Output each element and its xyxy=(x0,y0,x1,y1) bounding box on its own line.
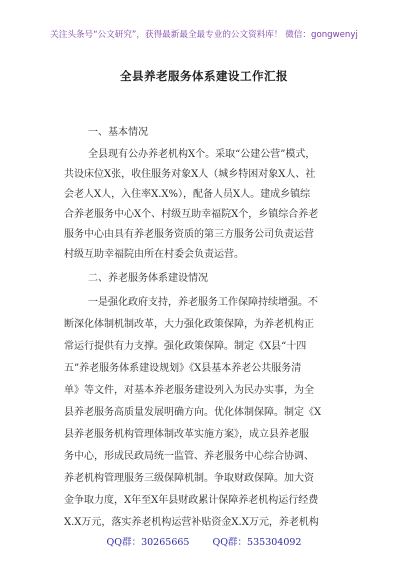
body-line: 共设床位X张，收住服务对象X人（城乡特困对象X人、社 xyxy=(64,169,316,180)
body-line: 县养老服务机构管理体制改革实施方案》，成立县养老服 xyxy=(64,429,309,440)
body-line: 养老机构管理服务三级保障机制。争取财政保障。加大资 xyxy=(64,473,314,484)
body-line: 合养老服务中心X个、村级互助幸福院X个，乡镇综合养老 xyxy=(64,209,319,220)
body-line: 务中心，形成民政局统一监管、养老服务中心综合协调、 xyxy=(64,451,314,462)
body-line: 服务中心由具有养老服务资质的第三方服务公司负责运营 xyxy=(64,229,314,240)
body-line: 会老人X人，入住率X.X%），配备人员X人。建成乡镇综 xyxy=(64,189,311,200)
body-line: 县养老服务高质量发展明确方向。优化体制保障。制定《X xyxy=(64,407,322,418)
footer xyxy=(0,534,408,548)
body-line: 五”养老服务体系建设规划》《X县基本养老公共服务清 xyxy=(64,363,302,374)
body-line: 常运行提供有力支撑。强化政策保障。制定《X县“十四 xyxy=(64,341,307,352)
section-heading-2: 二、养老服务体系建设情况 xyxy=(88,273,208,284)
body-line: 村级互助幸福院由所在村委会负责运营。 xyxy=(64,249,244,260)
footer-qq-group-1: QQ群：30265665 xyxy=(106,537,190,548)
body-line: 全县现有公办养老机构X个。采取“公建公营”模式， xyxy=(88,149,316,160)
body-line: 断深化体制机制改革，大力强化政策保障，为养老机构正 xyxy=(64,319,314,330)
body-line: X.X万元，落实养老机构运营补贴资金X.X万元，养老机构 xyxy=(64,517,319,528)
body-line: 一是强化政府支持，养老服务工作保障持续增强。不 xyxy=(88,297,318,308)
document-title: 全县养老服务体系建设工作汇报 xyxy=(120,69,288,83)
body-line: 金争取力度，X年至X年县财政累计保障养老机构运行经费 xyxy=(64,495,319,506)
top-banner: 关注头条号“公文研究”，获得最新最全最专业的公文资料库！ 微信：gongwenyj xyxy=(50,30,358,40)
footer-qq-group-2: QQ群：535304092 xyxy=(212,537,302,548)
section-heading-1: 一、基本情况 xyxy=(88,127,148,138)
body-line: 单》等文件，对基本养老服务建设列入为民办实事，为全 xyxy=(64,385,314,396)
